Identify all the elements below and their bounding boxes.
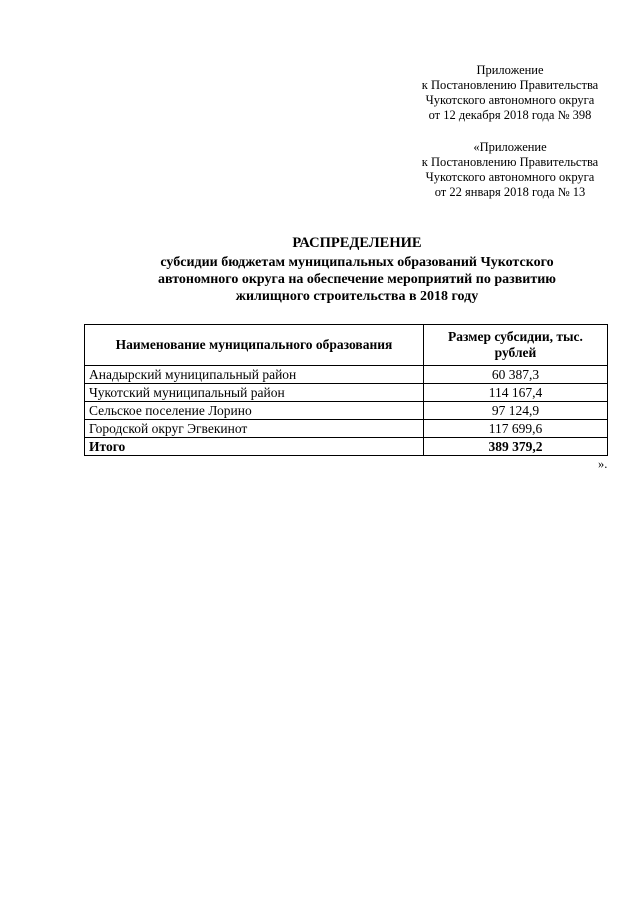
appendix-line: к Постановлению Правительства: [421, 78, 599, 92]
title-line: автономного округа на обеспечение мероприятий по развитию: [158, 272, 556, 287]
appendix-line: от 12 декабря 2018 года № 398: [428, 108, 592, 122]
municipality-name: Анадырский муниципальный район: [85, 366, 424, 384]
appendix-line: «Приложение: [473, 140, 547, 154]
table-row: [85, 384, 608, 402]
municipality-name: Городской округ Эгвекинот: [85, 420, 424, 438]
table-row: [85, 366, 608, 384]
subsidy-amount: 60 387,3: [424, 366, 608, 384]
municipality-name: Чукотский муниципальный район: [85, 384, 424, 402]
appendix-reference-original: [400, 140, 620, 200]
appendix-line: к Постановлению Правительства: [421, 155, 599, 169]
municipality-name: Сельское поселение Лорино: [85, 402, 424, 420]
subsidy-amount: 117 699,6: [424, 420, 608, 438]
table-header-row: [85, 325, 608, 366]
appendix-line: Чукотского автономного округа: [425, 170, 595, 184]
header-municipality: Наименование муниципального образования: [85, 325, 424, 366]
appendix-line: Чукотского автономного округа: [425, 93, 595, 107]
appendix-line: Приложение: [476, 63, 544, 77]
subsidy-distribution-table: [84, 324, 608, 456]
appendix-reference-current: [400, 63, 620, 123]
table-row: [85, 420, 608, 438]
title-line: жилищного строительства в 2018 году: [235, 289, 479, 304]
appendix-line: от 22 января 2018 года № 13: [434, 185, 586, 199]
document-title: [110, 235, 604, 305]
total-label: Итого: [85, 438, 424, 456]
title-heading: РАСПРЕДЕЛЕНИЕ: [292, 235, 422, 251]
subsidy-amount: 114 167,4: [424, 384, 608, 402]
header-amount: Размер субсидии, тыс. рублей: [424, 325, 608, 366]
total-amount: 389 379,2: [424, 438, 608, 456]
table-total-row: [85, 438, 608, 456]
subsidy-amount: 97 124,9: [424, 402, 608, 420]
title-line: субсидии бюджетам муниципальных образований Чукотского: [160, 255, 554, 270]
table-row: [85, 402, 608, 420]
closing-quote-mark: ».: [598, 457, 608, 471]
